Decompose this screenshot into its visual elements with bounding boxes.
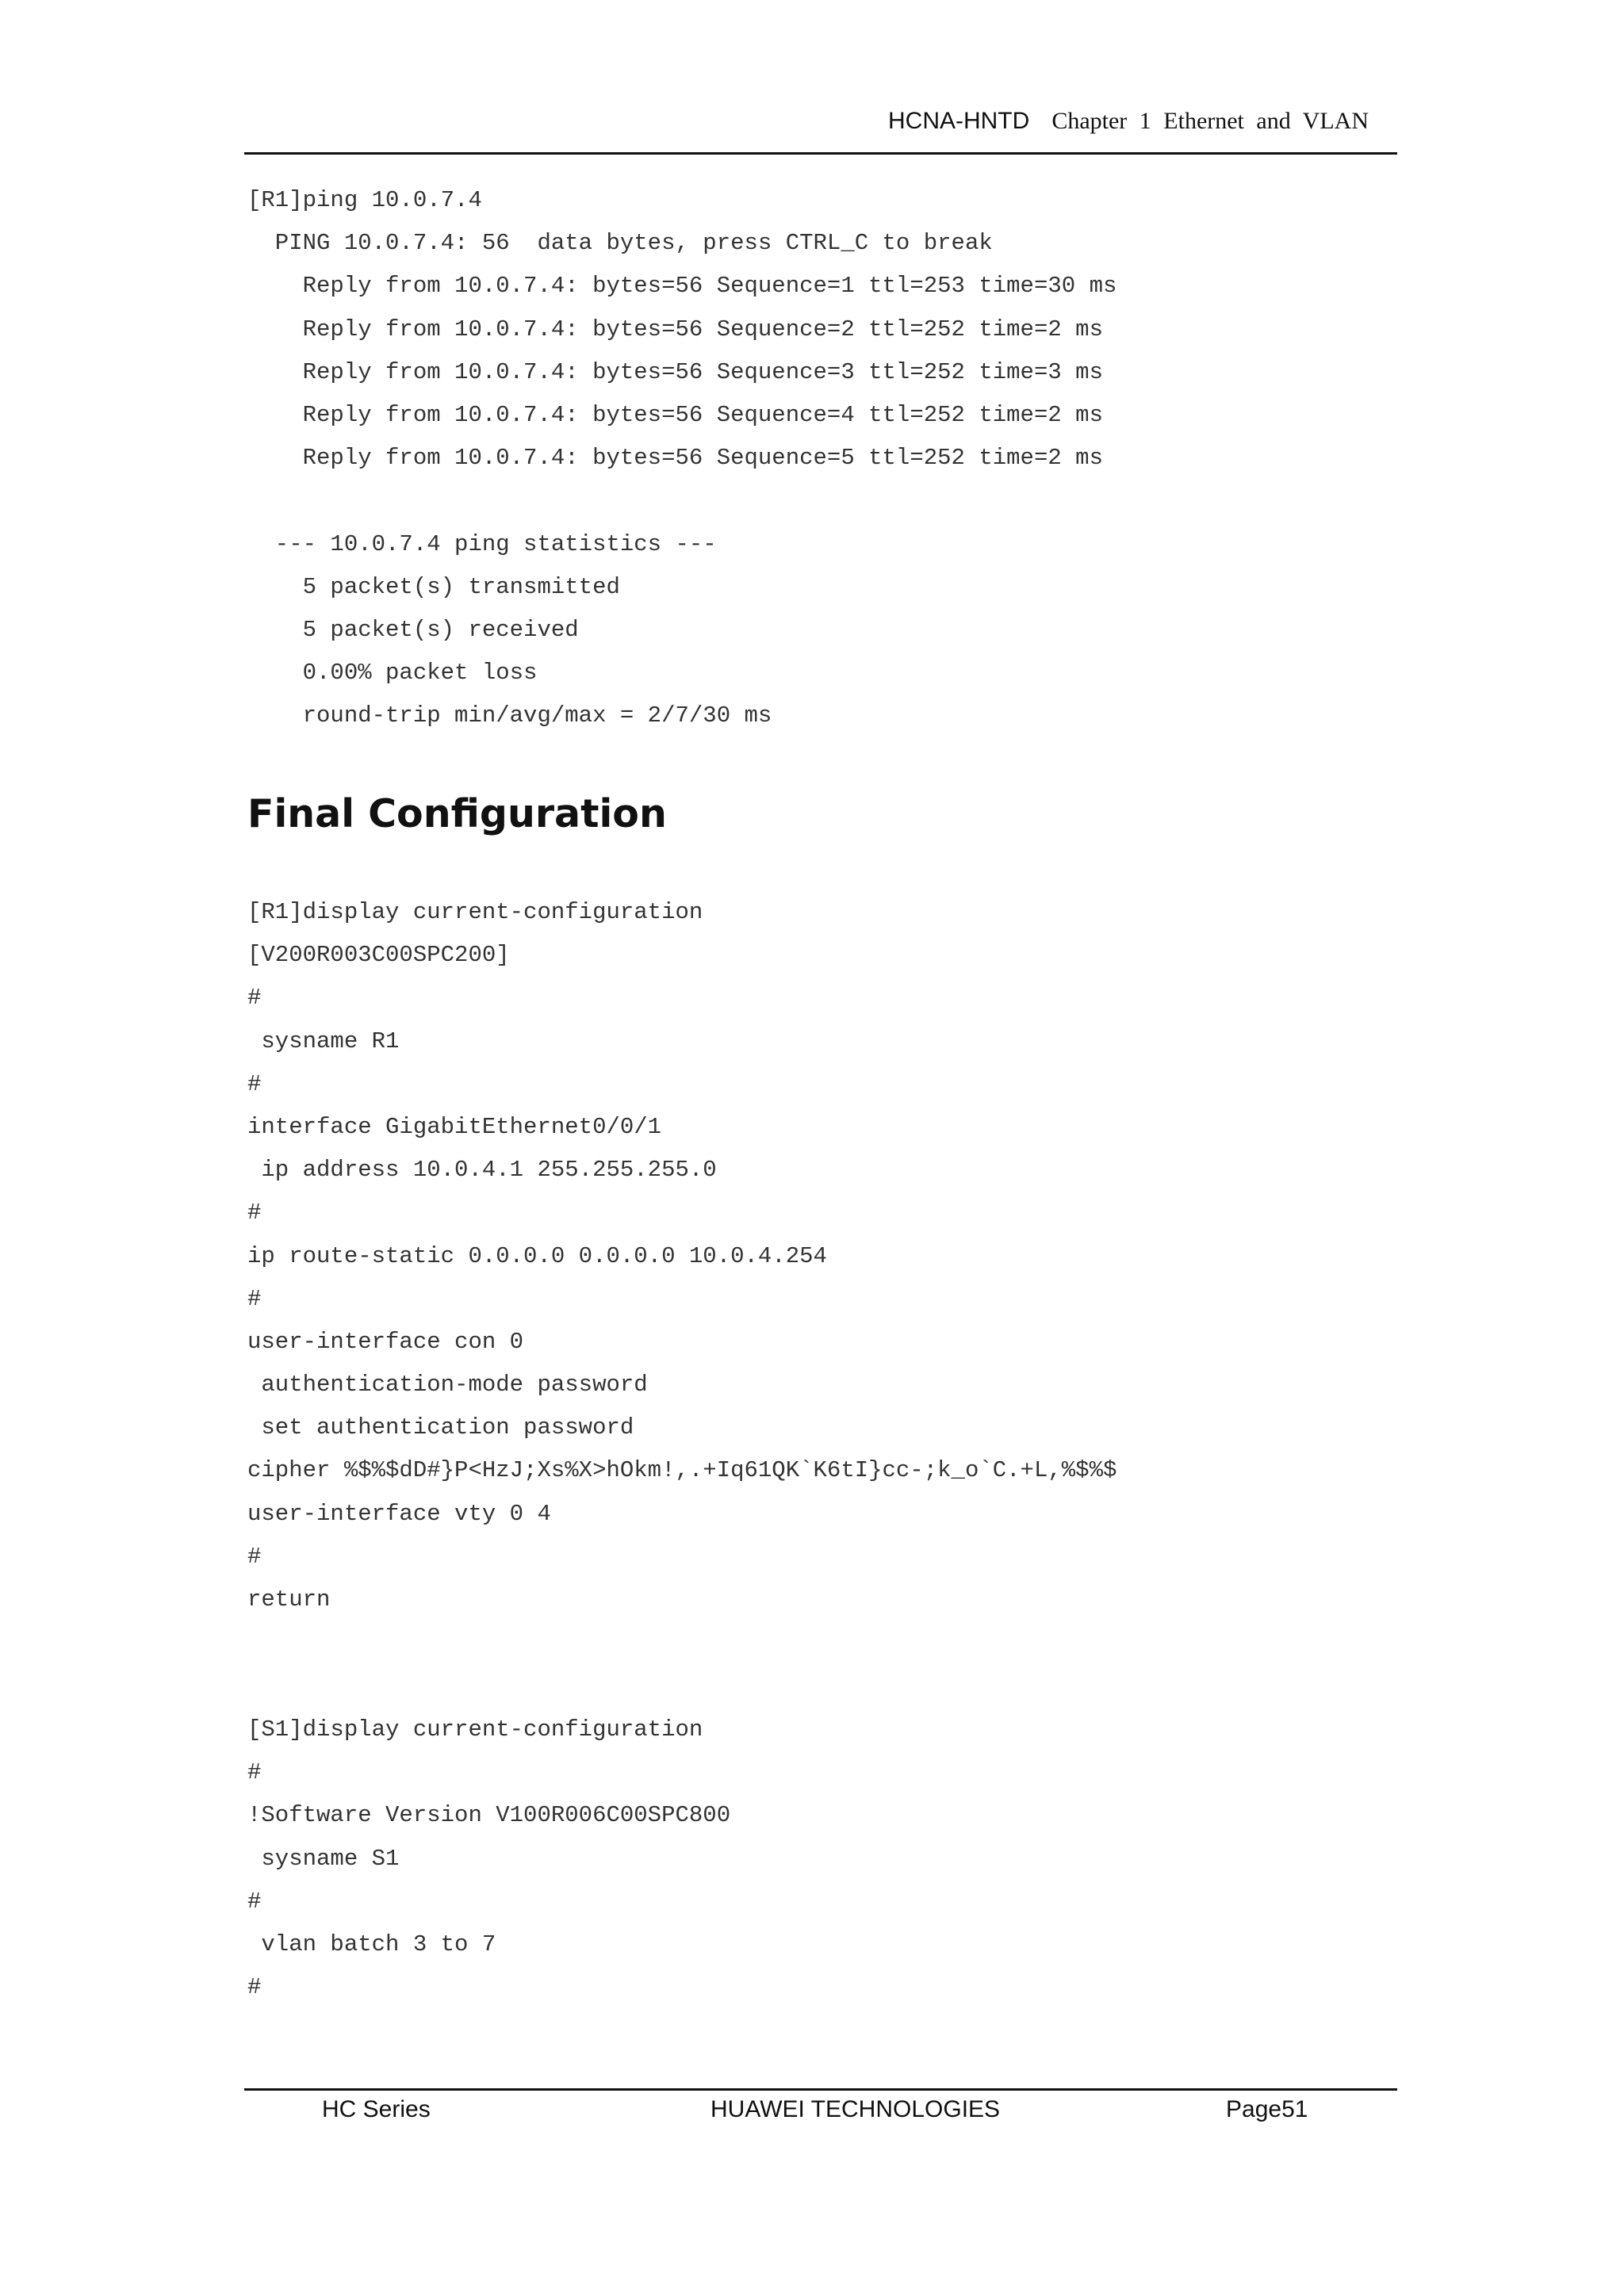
code-line: [R1]display current-configuration [247, 899, 703, 925]
code-line: 5 packet(s) transmitted [247, 573, 620, 600]
code-line: sysname S1 [247, 1845, 400, 1872]
page-header [244, 101, 1397, 141]
code-line: 5 packet(s) received [247, 616, 579, 643]
code-line: # [247, 1974, 262, 2001]
code-line: # [247, 1285, 262, 1312]
code-line: # [247, 1759, 262, 1786]
code-line: # [247, 1543, 262, 1570]
code-line [247, 480, 1116, 522]
header-rule [244, 152, 1397, 155]
code-line: cipher %$%$dD#}P<HzJ;Xs%X>hOkm!,.+Iq61QK`K6tI}cc-;k_o`C.+L,%$%$ [247, 1457, 1117, 1484]
code-line: return [247, 1586, 331, 1613]
header-chapter: Chapter 1 Ethernet and VLAN [1051, 108, 1369, 134]
footer-series: HC Series [322, 2096, 431, 2122]
code-line: # [247, 1200, 262, 1226]
code-line: interface GigabitEthernet0/0/1 [247, 1113, 662, 1140]
code-line: !Software Version V100R006C00SPC800 [247, 1802, 731, 1829]
code-line: --- 10.0.7.4 ping statistics --- [247, 530, 717, 557]
code-line: Reply from 10.0.7.4: bytes=56 Sequence=4 ttl=252 time=2 ms [247, 401, 1103, 428]
code-line: PING 10.0.7.4: 56 data bytes, press CTRL_C to break [247, 230, 993, 257]
code-line: ip address 10.0.4.1 255.255.255.0 [247, 1157, 717, 1184]
code-line: Reply from 10.0.7.4: bytes=56 Sequence=3 ttl=252 time=3 ms [247, 358, 1103, 385]
code-line: 0.00% packet loss [247, 660, 538, 687]
code-line: # [247, 1888, 262, 1915]
code-line: # [247, 985, 262, 1012]
code-line: sysname R1 [247, 1027, 400, 1054]
code-line: [S1]display current-configuration [247, 1716, 703, 1743]
code-line: Reply from 10.0.7.4: bytes=56 Sequence=2 ttl=252 time=2 ms [247, 316, 1103, 342]
code-line: # [247, 1070, 262, 1097]
code-line: user-interface con 0 [247, 1328, 524, 1355]
code-line: Reply from 10.0.7.4: bytes=56 Sequence=1 ttl=253 time=30 ms [247, 273, 1117, 300]
code-line: [V200R003C00SPC200] [247, 942, 510, 969]
ping-output-block [247, 179, 1116, 737]
section-title: Final Configuration [247, 791, 667, 836]
s1-config-block [247, 1709, 730, 2009]
footer-company: HUAWEI TECHNOLOGIES [710, 2096, 1001, 2122]
code-line: authentication-mode password [247, 1372, 648, 1399]
code-line: Reply from 10.0.7.4: bytes=56 Sequence=5 ttl=252 time=2 ms [247, 445, 1103, 472]
code-line: user-interface vty 0 4 [247, 1500, 551, 1527]
code-line: ip route-static 0.0.0.0 0.0.0.0 10.0.4.254 [247, 1242, 827, 1269]
r1-config-block [247, 891, 1116, 1621]
code-line: [R1]ping 10.0.7.4 [247, 187, 482, 213]
header-course: HCNA-HNTD [887, 108, 1030, 134]
code-line: round-trip min/avg/max = 2/7/30 ms [247, 702, 772, 729]
code-line: set authentication password [247, 1414, 634, 1441]
code-line: vlan batch 3 to 7 [247, 1931, 496, 1957]
footer-page-number: Page51 [1226, 2096, 1308, 2122]
